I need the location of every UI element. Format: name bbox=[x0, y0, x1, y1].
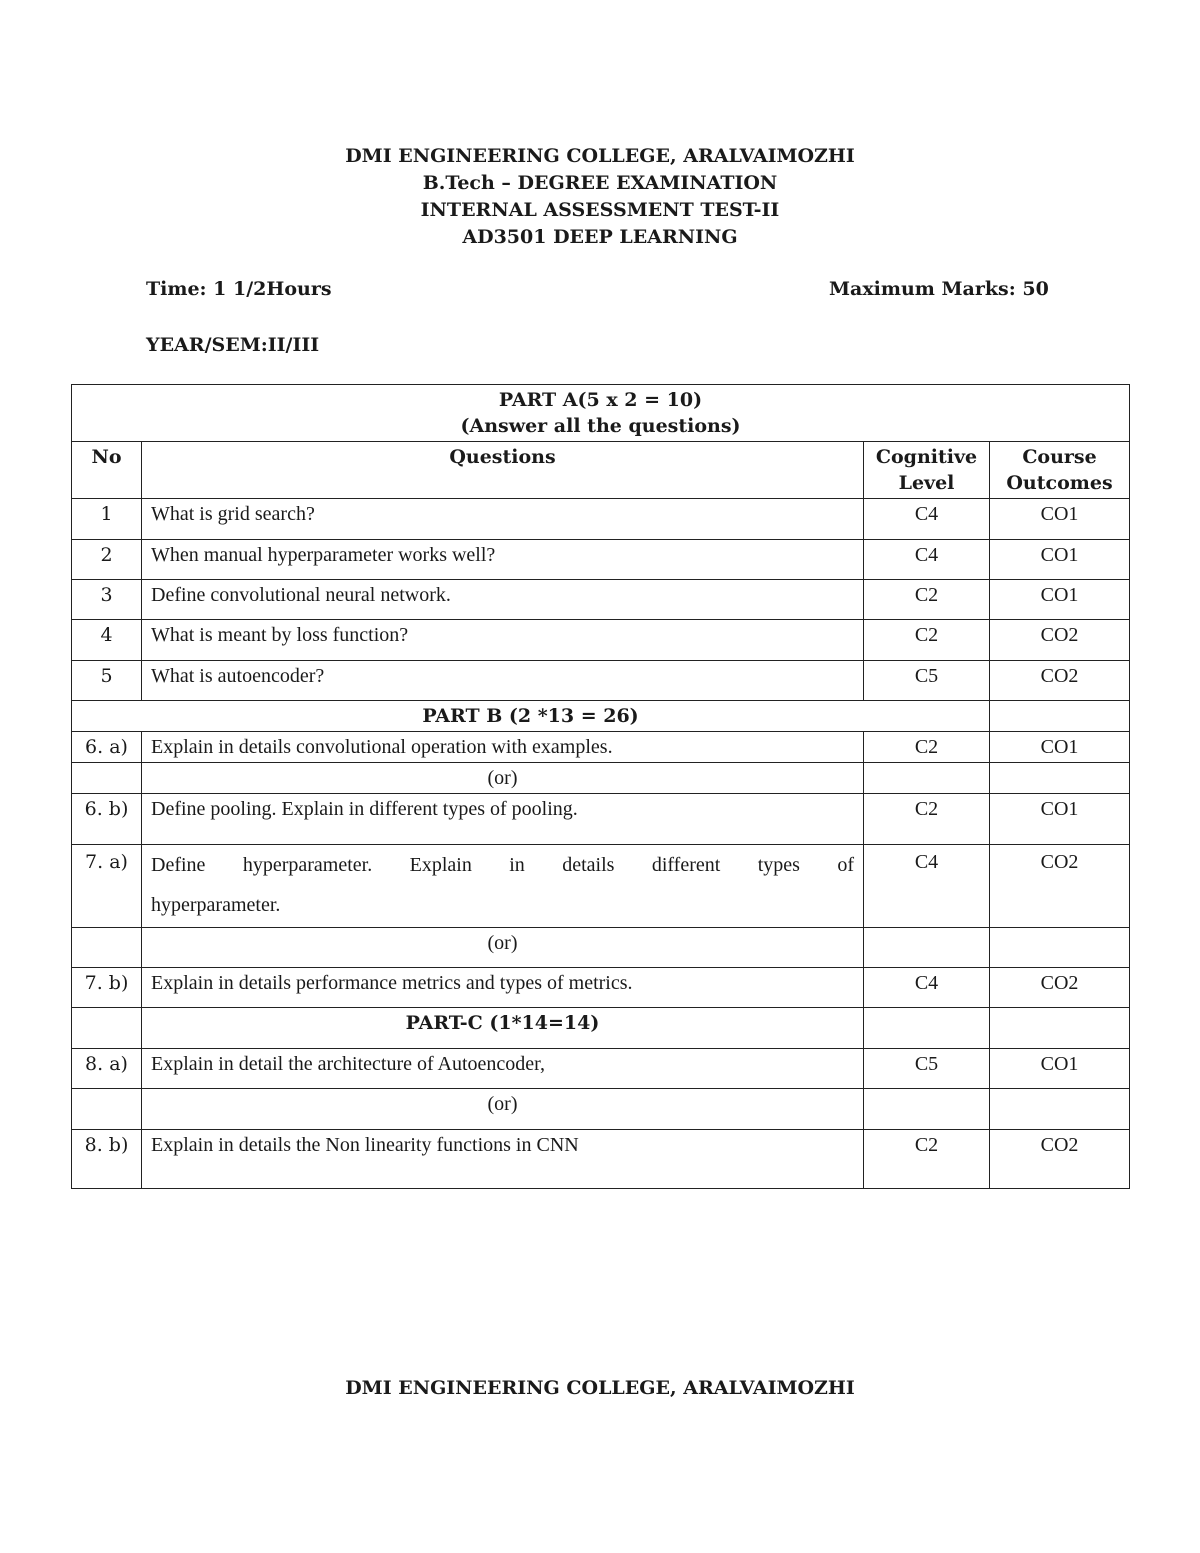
course-outcome: CO1 bbox=[990, 499, 1130, 540]
question-number: 7. b) bbox=[72, 968, 142, 1008]
table-row bbox=[72, 540, 1130, 580]
part-c-heading-row bbox=[72, 1008, 1130, 1049]
part-a-heading bbox=[72, 385, 1130, 442]
degree-title: B.Tech – DEGREE EXAMINATION bbox=[422, 172, 778, 194]
course-outcome: CO2 bbox=[990, 620, 1130, 661]
maximum-marks: Maximum Marks: 50 bbox=[829, 278, 1049, 300]
question-text: Define pooling. Explain in different types of pooling. bbox=[142, 794, 864, 845]
cognitive-level: C2 bbox=[864, 732, 990, 763]
or-row bbox=[72, 1089, 1130, 1130]
table-row bbox=[72, 1049, 1130, 1089]
question-number: 6. b) bbox=[72, 794, 142, 845]
question-number: 2 bbox=[72, 540, 142, 580]
course-outcome: CO1 bbox=[990, 794, 1130, 845]
part-b-heading-row bbox=[72, 701, 1130, 732]
part-b-title: PART B (2 *13 = 26) bbox=[72, 701, 990, 732]
course-outcome: CO1 bbox=[990, 732, 1130, 763]
header-cognitive-line2: Level bbox=[898, 472, 955, 494]
table-row bbox=[72, 845, 1130, 928]
or-separator: (or) bbox=[142, 763, 864, 794]
course-outcome: CO2 bbox=[990, 968, 1130, 1008]
header-outcome-line1: Course bbox=[1022, 446, 1097, 468]
test-title: INTERNAL ASSESSMENT TEST-II bbox=[420, 199, 780, 221]
footer-college-name: DMI ENGINEERING COLLEGE, ARALVAIMOZHI bbox=[345, 1377, 855, 1399]
question-number: 8. b) bbox=[72, 1130, 142, 1189]
header-questions: Questions bbox=[142, 442, 864, 499]
or-separator: (or) bbox=[142, 1089, 864, 1130]
course-outcome: CO2 bbox=[990, 1130, 1130, 1189]
course-outcome: CO1 bbox=[990, 540, 1130, 580]
question-text-line1: Define hyperparameter. Explain in details different types of bbox=[151, 854, 854, 876]
header-no: No bbox=[72, 442, 142, 499]
empty-cell bbox=[990, 928, 1130, 968]
question-text: Explain in detail the architecture of Autoencoder, bbox=[142, 1049, 864, 1089]
empty-cell bbox=[72, 1008, 142, 1049]
question-number: 8. a) bbox=[72, 1049, 142, 1089]
empty-cell bbox=[72, 763, 142, 794]
header-outcome-line2: Outcomes bbox=[1006, 472, 1113, 494]
course-outcome: CO2 bbox=[990, 845, 1130, 928]
exam-header bbox=[0, 143, 1200, 251]
question-number: 5 bbox=[72, 661, 142, 701]
empty-cell bbox=[72, 928, 142, 968]
question-number: 4 bbox=[72, 620, 142, 661]
question-text: Explain in details the Non linearity functions in CNN bbox=[142, 1130, 864, 1189]
header-cognitive-level bbox=[864, 442, 990, 499]
question-text: Explain in details performance metrics and types of metrics. bbox=[142, 968, 864, 1008]
question-text: Explain in details convolutional operation with examples. bbox=[142, 732, 864, 763]
empty-cell bbox=[864, 1008, 990, 1049]
table-row bbox=[72, 794, 1130, 845]
or-separator: (or) bbox=[142, 928, 864, 968]
table-row bbox=[72, 580, 1130, 620]
course-outcome: CO1 bbox=[990, 580, 1130, 620]
course-title: AD3501 DEEP LEARNING bbox=[462, 226, 738, 248]
cognitive-level: C2 bbox=[864, 580, 990, 620]
question-table bbox=[71, 384, 1130, 1189]
cognitive-level: C4 bbox=[864, 968, 990, 1008]
college-name: DMI ENGINEERING COLLEGE, ARALVAIMOZHI bbox=[345, 145, 855, 167]
cognitive-level: C2 bbox=[864, 794, 990, 845]
question-number: 6. a) bbox=[72, 732, 142, 763]
question-number: 7. a) bbox=[72, 845, 142, 928]
cognitive-level: C4 bbox=[864, 540, 990, 580]
part-a-heading-row bbox=[72, 385, 1130, 442]
empty-cell bbox=[990, 701, 1130, 732]
table-header-row bbox=[72, 442, 1130, 499]
part-a-title: PART A(5 x 2 = 10) bbox=[498, 389, 703, 411]
empty-cell bbox=[864, 763, 990, 794]
question-number: 3 bbox=[72, 580, 142, 620]
cognitive-level: C2 bbox=[864, 1130, 990, 1189]
empty-cell bbox=[990, 763, 1130, 794]
table-row bbox=[72, 968, 1130, 1008]
table-row bbox=[72, 661, 1130, 701]
table-row bbox=[72, 732, 1130, 763]
table-row bbox=[72, 499, 1130, 540]
course-outcome: CO2 bbox=[990, 661, 1130, 701]
header-cognitive-line1: Cognitive bbox=[875, 446, 978, 468]
part-c-title: PART-C (1*14=14) bbox=[142, 1008, 864, 1049]
exam-duration: Time: 1 1/2Hours bbox=[146, 278, 332, 300]
or-row bbox=[72, 928, 1130, 968]
or-row bbox=[72, 763, 1130, 794]
part-a-instruction: (Answer all the questions) bbox=[460, 415, 741, 437]
question-text: When manual hyperparameter works well? bbox=[142, 540, 864, 580]
empty-cell bbox=[72, 1089, 142, 1130]
question-text: What is autoencoder? bbox=[142, 661, 864, 701]
year-semester: YEAR/SEM:II/III bbox=[146, 334, 320, 356]
question-text: What is meant by loss function? bbox=[142, 620, 864, 661]
empty-cell bbox=[864, 928, 990, 968]
question-text bbox=[142, 845, 864, 928]
empty-cell bbox=[990, 1008, 1130, 1049]
cognitive-level: C4 bbox=[864, 845, 990, 928]
table-row bbox=[72, 1130, 1130, 1189]
empty-cell bbox=[864, 1089, 990, 1130]
empty-cell bbox=[990, 1089, 1130, 1130]
course-outcome: CO1 bbox=[990, 1049, 1130, 1089]
cognitive-level: C2 bbox=[864, 620, 990, 661]
table-row bbox=[72, 620, 1130, 661]
cognitive-level: C4 bbox=[864, 499, 990, 540]
question-text: What is grid search? bbox=[142, 499, 864, 540]
question-text: Define convolutional neural network. bbox=[142, 580, 864, 620]
question-number: 1 bbox=[72, 499, 142, 540]
cognitive-level: C5 bbox=[864, 661, 990, 701]
cognitive-level: C5 bbox=[864, 1049, 990, 1089]
question-text-line2: hyperparameter. bbox=[151, 894, 281, 916]
header-course-outcomes bbox=[990, 442, 1130, 499]
